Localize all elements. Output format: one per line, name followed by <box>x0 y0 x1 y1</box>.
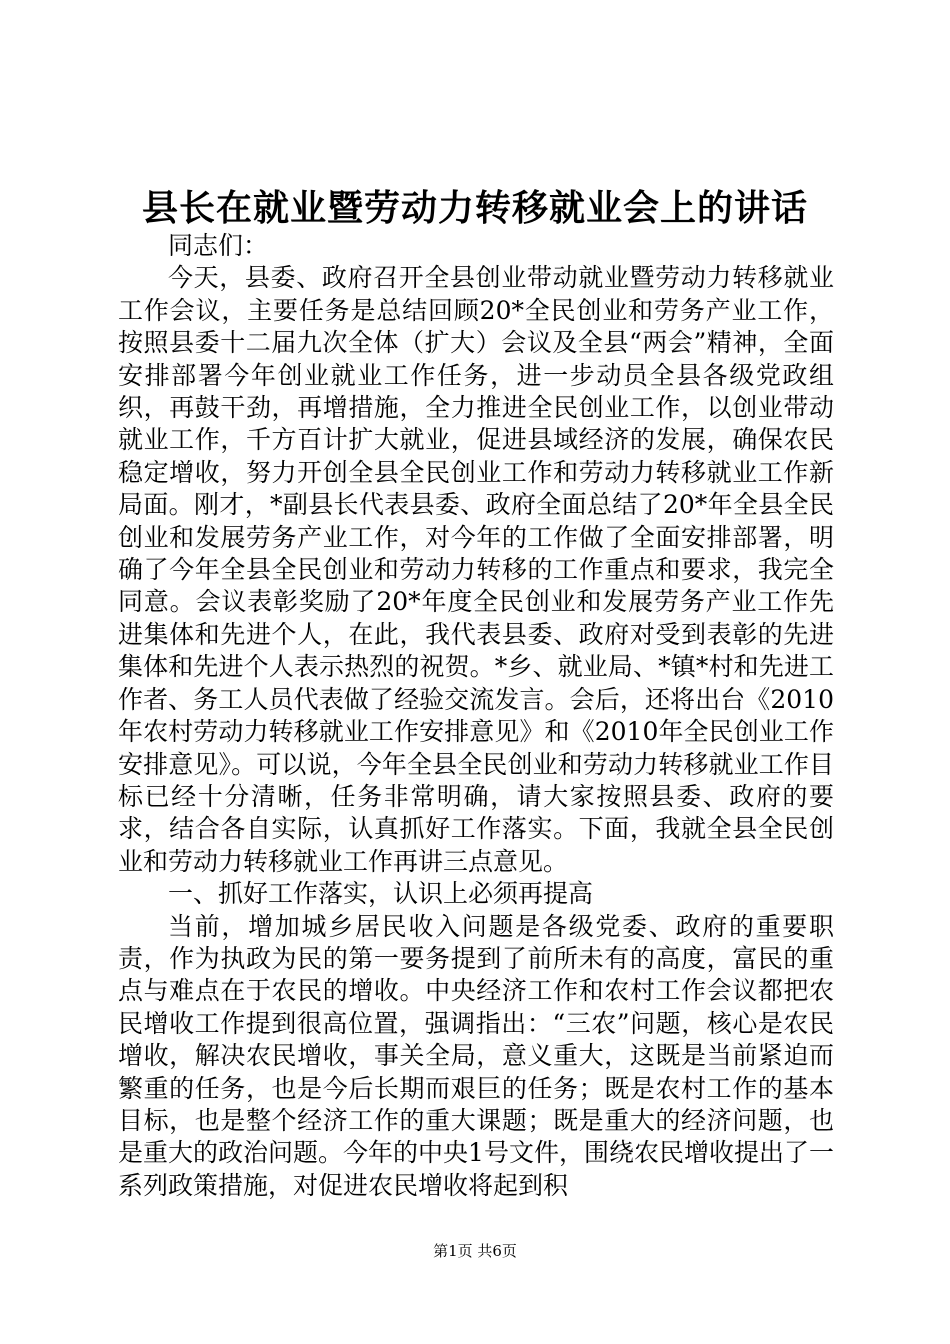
salutation-paragraph: 同志们： <box>168 231 269 260</box>
section-heading: 一、抓好工作落实，认识上必须再提高 <box>168 879 594 909</box>
body-paragraph: 当前，增加城乡居民收入问题是各级党委、政府的重要职责，作为执政为民的第一要务提到了前所未有的高度，富民的重点与难点在于农民的增收。中央经济工作和农村工作会议都把农民增收工作提到很高位置，强调指出：“三农”问题，核心是农民增收，解决农民增收，事关全局，意义重大，这既是当前紧迫而繁重的任务，也是今后长期而艰巨的任务；既是农村工作的基本目标，也是整个经济工作的重大课题；既是重大的经济问题，也是重大的政治问题。今年的中央1号文件，围绕农民增收提出了一系列政策措施，对促进农民增收将起到积 <box>118 911 834 1200</box>
page-footer: 第1页 共6页 <box>433 1242 517 1260</box>
body-paragraph: 今天，县委、政府召开全县创业带动就业暨劳动力转移就业工作会议，主要任务是总结回顾20*全民创业和劳务产业工作，按照县委十二届九次全体（扩大）会议及全县“两会”精神，全面安排部署今年创业就业工作任务，进一步动员全县各级党政组织，再鼓干劲，再增措施，全力推进全民创业工作，以创业带动就业工作，千方百计扩大就业，促进县域经济的发展，确保农民稳定增收，努力开创全县全民创业工作和劳动力转移就业工作新局面。刚才，*副县长代表县委、政府全面总结了20*年全县全民创业和发展劳务产业工作，对今年的工作做了全面安排部署，明确了今年全县全民创业和劳动力转移的工作重点和要求，我完全同意。会议表彰奖励了20*年度全民创业和发展劳务产业工作先进集体和先进个人，在此，我代表县委、政府对受到表彰的先进集体和先进个人表示热烈的祝贺。*乡、就业局、*镇*村和先进工作者、务工人员代表做了经验交流发言。会后，还将出台《2010年农村劳动力转移就业工作安排意见》和《2010年全民创业工作安排意见》。可以说，今年全县全民创业和劳动力转移就业工作目标已经十分清晰，任务非常明确，请大家按照县委、政府的要求，结合各自实际，认真抓好工作落实。下面，我就全县全民创业和劳动力转移就业工作再讲三点意见。 <box>118 263 834 876</box>
document-title: 县长在就业暨劳动力转移就业会上的讲话 <box>141 187 808 229</box>
document-body <box>118 230 834 1202</box>
